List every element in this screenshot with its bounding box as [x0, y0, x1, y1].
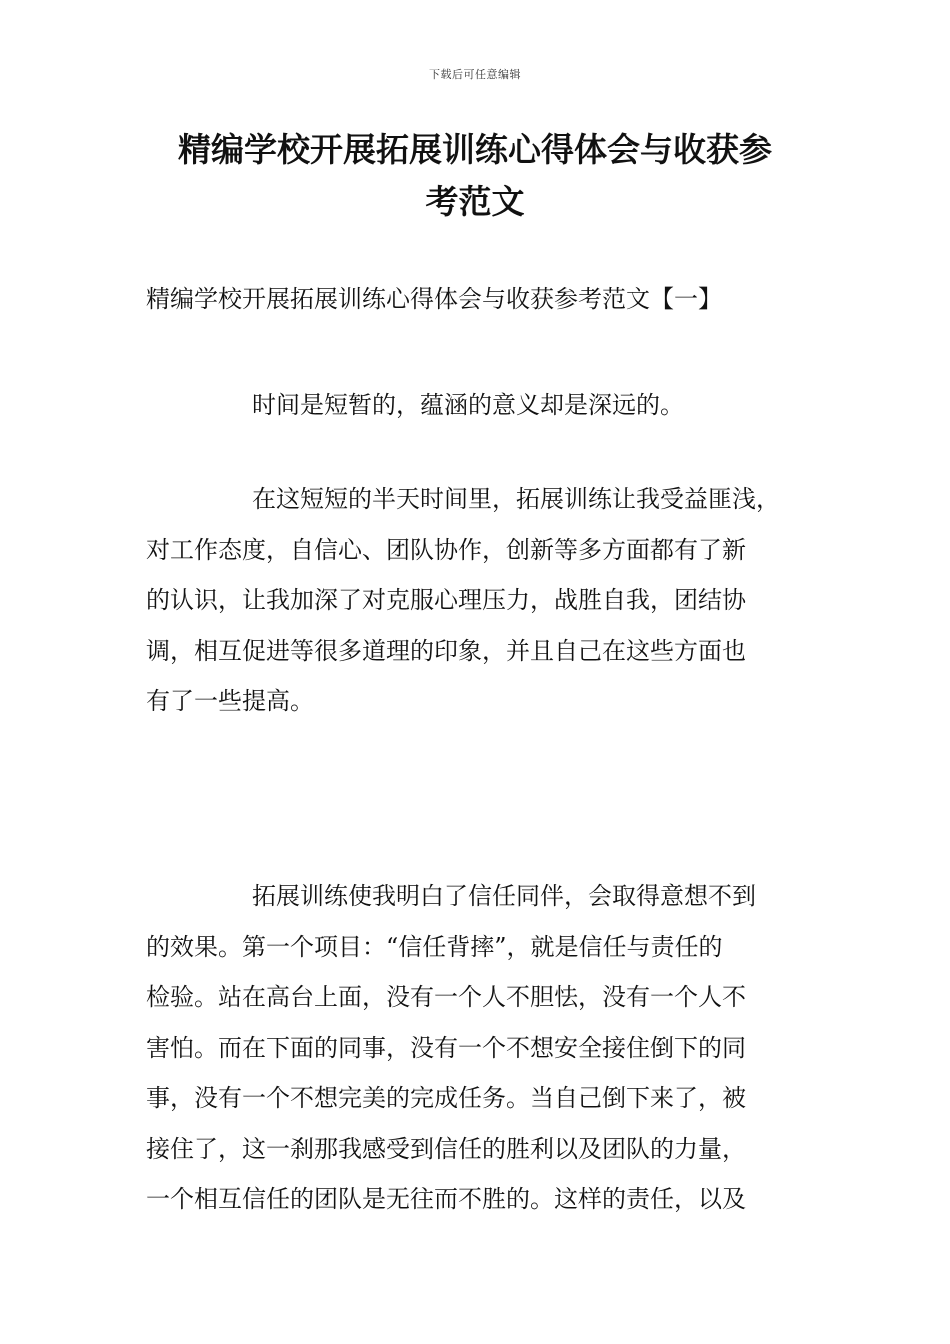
- section-heading: 精编学校开展拓展训练心得体会与收获参考范文【一】: [146, 285, 722, 313]
- title-line: 考范文: [425, 182, 525, 221]
- paragraph-3: [146, 871, 816, 1225]
- paragraph-1: [146, 380, 816, 431]
- paragraph-line: 调，相互促进等很多道理的印象，并且自己在这些方面也: [146, 636, 746, 665]
- paragraph-line: 在这短短的半天时间里，拓展训练让我受益匪浅，: [252, 485, 780, 513]
- paragraph-line: 事，没有一个不想完美的完成任务。当自己倒下来了，被: [146, 1084, 746, 1112]
- paragraph-line: 对工作态度，自信心、团队协作，创新等多方面都有了新: [146, 535, 746, 564]
- paragraph-line: 接住了，这一刹那我感受到信任的胜利以及团队的力量，: [146, 1134, 746, 1163]
- paragraph-line: 一个相互信任的团队是无往而不胜的。这样的责任，以及: [146, 1185, 746, 1213]
- document-title: [140, 124, 810, 228]
- paragraph-line: 时间是短暂的，蕴涵的意义却是深远的。: [252, 391, 684, 419]
- title-line: 精编学校开展拓展训练心得体会与收获参: [178, 130, 772, 169]
- paragraph-line: 有了一些提高。: [146, 687, 314, 715]
- paragraph-line: 害怕。而在下面的同事，没有一个不想安全接住倒下的同: [146, 1033, 746, 1062]
- header-note: 下载后可任意编辑: [429, 68, 521, 81]
- paragraph-line: 检验。站在高台上面，没有一个人不胆怯，没有一个人不: [146, 983, 746, 1011]
- paragraph-line: 的认识，让我加深了对克服心理压力，战胜自我，团结协: [146, 586, 746, 614]
- paragraph-line: 拓展训练使我明白了信任同伴，会取得意想不到: [252, 882, 756, 910]
- paragraph-line: 的效果。第一个项目：“信任背摔”，就是信任与责任的: [146, 932, 723, 961]
- paragraph-2: [146, 474, 816, 727]
